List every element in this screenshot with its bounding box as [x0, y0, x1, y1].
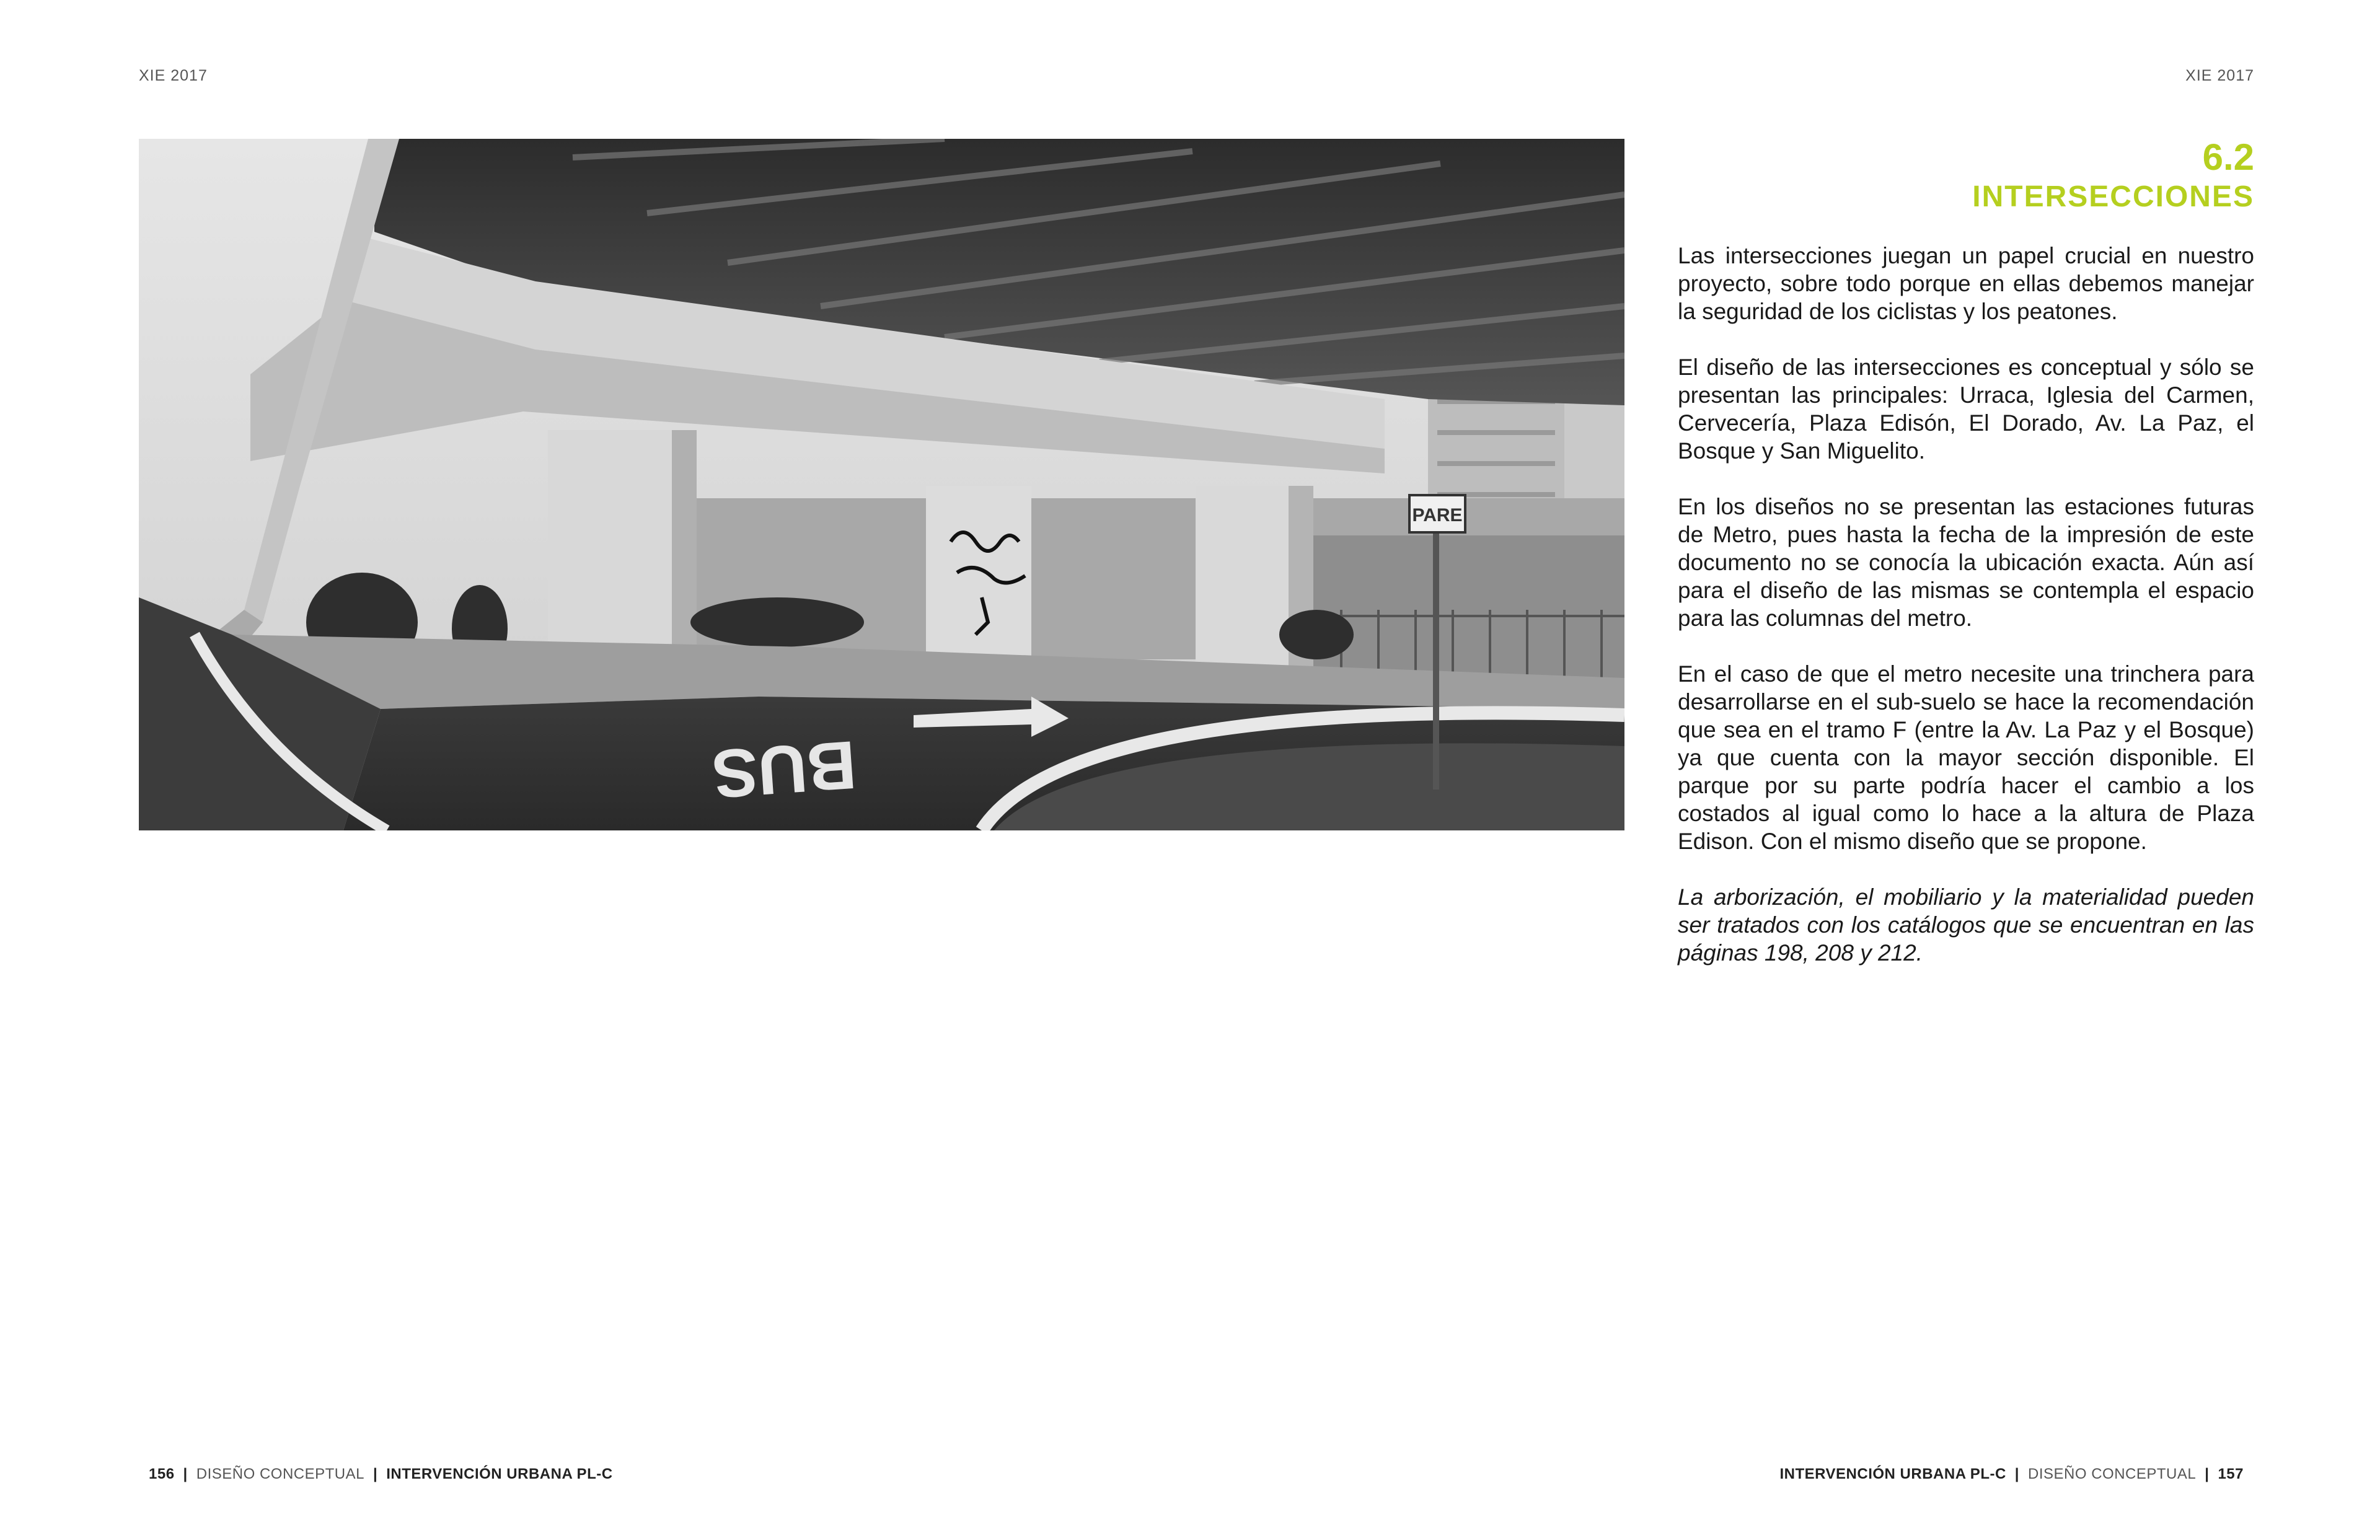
- body-text: [1678, 242, 2254, 995]
- page-number-left: 156: [149, 1466, 175, 1482]
- footer-chapter-left: DISEÑO CONCEPTUAL: [196, 1466, 364, 1482]
- overpass-photo-illustration: [139, 139, 1624, 830]
- paragraph-3: En los diseños no se presentan las estaciones futuras de Metro, pues hasta la fecha de la impresión de este documento no se conocía la ubicación exacta. Aún así para el diseño de las mismas se contempla el espacio para las columnas del metro.: [1678, 494, 2254, 631]
- page-number-right: 157: [2218, 1466, 2244, 1482]
- footer-right: INTERVENCIÓN URBANA PL-C | DISEÑO CONCEPTUAL | 157: [1779, 1466, 2244, 1482]
- header-left: XIE 2017: [139, 67, 208, 84]
- overpass-photo: [139, 139, 1624, 830]
- section-title: INTERSECCIONES: [1972, 180, 2254, 213]
- footer-project-right: INTERVENCIÓN URBANA PL-C: [1779, 1466, 2006, 1482]
- header-right: XIE 2017: [2185, 67, 2254, 84]
- road-bus-marking: BUS: [710, 726, 859, 812]
- catalog-note: La arborización, el mobiliario y la materialidad pueden ser tratados con los catálogos que se encuentran en las páginas 198, 208 y 212.: [1678, 884, 2254, 966]
- paragraph-1: Las intersecciones juegan un papel crucial en nuestro proyecto, sobre todo porque en ellas debemos manejar la seguridad de los ciclistas y los peatones.: [1678, 243, 2254, 324]
- footer-chapter-right: DISEÑO CONCEPTUAL: [2028, 1466, 2197, 1482]
- paragraph-2: El diseño de las intersecciones es conceptual y sólo se presentan las principales: Urraca, Iglesia del Carmen, Cervecería, Plaza Edisón, El Dorado, Av. La Paz, el Bosque y San Miguelito.: [1678, 354, 2254, 464]
- section-number: 6.2: [2202, 136, 2254, 178]
- footer-left: 156 | DISEÑO CONCEPTUAL | INTERVENCIÓN URBANA PL-C: [149, 1466, 613, 1482]
- street-sign-text: PARE: [1412, 505, 1463, 526]
- footer-project-left: INTERVENCIÓN URBANA PL-C: [386, 1466, 613, 1482]
- paragraph-4: En el caso de que el metro necesite una trinchera para desarrollarse en el sub-suelo se hace la recomendación que sea en el tramo F (entre la Av. La Paz y el Bosque) ya que cuenta con la mayor sección disponible. El parque por su parte podría hacer el cambio a los costados al igual como lo hace a la altura de Plaza Edison. Con el mismo diseño que se propone.: [1678, 661, 2254, 854]
